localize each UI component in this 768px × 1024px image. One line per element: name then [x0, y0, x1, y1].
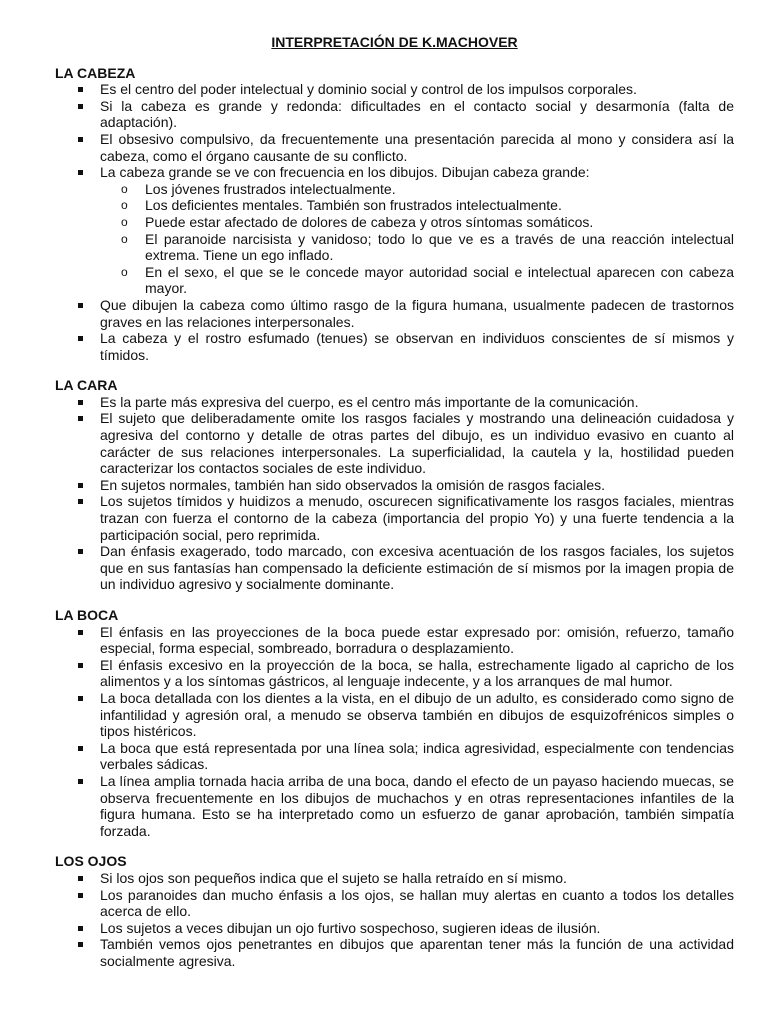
bullet-item [100, 657, 734, 690]
bullet-item [100, 887, 734, 920]
bullet-text: En sujetos normales, también han sido observados la omisión de rasgos faciales. [100, 476, 606, 493]
sub-item: o El paranoide narcisista y vanidoso; todo lo que ve es a través de una reacción intelectual extrema. Tiene un ego inflado. [145, 231, 734, 264]
bullet-item [100, 624, 734, 657]
bullet-list [55, 81, 734, 363]
bullet-text: Es la parte más expresiva del cuerpo, es el centro más importante de la comunicación. [100, 393, 639, 410]
document-title: INTERPRETACIÓN DE K.MACHOVER [271, 34, 518, 50]
bullet-list [55, 624, 734, 840]
bullet-item [100, 543, 734, 593]
section-heading: LA BOCA [55, 607, 119, 623]
bullet-item [100, 410, 734, 476]
bullet-item [100, 330, 734, 363]
bullet-text: Es el centro del poder intelectual y dominio social y control de los impulsos corporales. [100, 81, 637, 98]
bullet-text: El obsesivo compulsivo, da frecuentemente una presentación parecida al mono y considera así la cabeza, como el órgano causante de su conflicto. [100, 130, 734, 164]
section [55, 607, 734, 839]
sub-item: o Los deficientes mentales. También son frustrados intelectualmente. [145, 197, 734, 214]
bullet-item [100, 477, 734, 494]
bullet-text: La boca detallada con los dientes a la vista, en el dibujo de un adulto, es considerado como signo de infantilidad y agresión oral, a menudo se observa también en dibujos de esquizofrénicos simples o tipos histéricos. [100, 689, 734, 740]
bullet-item [100, 690, 734, 740]
bullet-text: Si la cabeza es grande y redonda: dificultades en el contacto social y desarmonía (falta de adaptación). [100, 97, 734, 131]
bullet-item [100, 773, 734, 839]
sub-list [100, 181, 734, 297]
bullet-text: La cabeza y el rostro esfumado (tenues) se observan en individuos conscientes de sí mismos y tímidos. [100, 330, 734, 363]
bullet-item [100, 936, 734, 969]
bullet-item [100, 394, 734, 411]
section [55, 377, 734, 593]
section-heading: LA CARA [55, 377, 118, 394]
bullet-text: La línea amplia tornada hacia arriba de una boca, dando el efecto de un payaso haciendo muecas, se observa frecuentemente en los dibujos de muchachos y en otras representaciones infantiles de la figura humana. Esto se ha interpretado como un esfuerzo de ganar aprobación, también simpatía forzada. [100, 772, 734, 839]
bullet-text: Que dibujen la cabeza como último rasgo de la figura humana, usualmente padecen de trastornos graves en las relaciones interpersonales. [100, 296, 734, 330]
section-heading: LOS OJOS [55, 853, 127, 870]
bullet-text: Los sujetos tímidos y huidizos a menudo, oscurecen significativamente los rasgos faciales, mientras trazan con fuerza el contorno de la cabeza (importancia del propio Yo) y una fuerte tendencia a la participación social, pero reprimida. [100, 493, 734, 543]
section-heading: LA CABEZA [55, 64, 136, 81]
sub-item: o Puede estar afectado de dolores de cabeza y otros síntomas somáticos. [145, 214, 734, 231]
bullet-item [100, 297, 734, 330]
section [55, 853, 734, 969]
bullet-item [100, 81, 734, 98]
bullet-text: El énfasis en las proyecciones de la boca puede estar expresado por: omisión, refuerzo, tamaño especial, forma especial, sombreado, borradura o desplazamiento. [100, 623, 734, 657]
bullet-item [100, 164, 734, 297]
bullet-item [100, 740, 734, 773]
bullet-list [55, 870, 734, 970]
bullet-text: Los sujetos a veces dibujan un ojo furtivo sospechoso, sugieren ideas de ilusión. [100, 919, 601, 936]
document-body [55, 65, 734, 970]
bullet-item [100, 131, 734, 164]
bullet-text: Los paranoides dan mucho énfasis a los ojos, se hallan muy alertas en cuanto a todos los detalles acerca de ello. [100, 886, 734, 920]
bullet-item [100, 493, 734, 543]
bullet-list [55, 394, 734, 593]
section [55, 65, 734, 364]
bullet-item [100, 98, 734, 131]
sub-item: o Los jóvenes frustrados intelectualmente. [145, 181, 734, 198]
bullet-text: También vemos ojos penetrantes en dibujos que aparentan tener más la función de una actividad socialmente agresiva. [100, 936, 734, 969]
bullet-text: El énfasis excesivo en la proyección de la boca, se halla, estrechamente ligado al capricho de los alimentos y a los síntomas gástricos, al lenguaje indecente, y a los arranques de mal humor. [100, 656, 734, 690]
bullet-text: Dan énfasis exagerado, todo marcado, con excesiva acentuación de los rasgos faciales, los sujetos que en sus fantasías han compensado la deficiente estimación de sí mismos por la imagen propia de un individuo agresivo y socialmente dominante. [100, 543, 734, 593]
bullet-text: La cabeza grande se ve con frecuencia en los dibujos. Dibujan cabeza grande: [100, 164, 590, 181]
bullet-text: El sujeto que deliberadamente omite los rasgos faciales y mostrando una delineación cuidadosa y agresiva del contorno y detalle de otras partes del dibujo, es un individuo evasivo en cuanto al carácter de sus relaciones interpersonales. La superficialidad, la cautela y la, hostilidad pueden caracterizar los contactos sociales de este individuo. [100, 410, 734, 477]
bullet-item [100, 870, 734, 887]
bullet-text: La boca que está representada por una línea sola; indica agresividad, especialmente con tendencias verbales sádicas. [100, 739, 734, 773]
bullet-text: Si los ojos son pequeños indica que el sujeto se halla retraído en sí mismo. [100, 869, 567, 886]
bullet-item [100, 920, 734, 937]
sub-item: o En el sexo, el que se le concede mayor autoridad social e intelectual aparecen con cabeza mayor. [145, 264, 734, 297]
